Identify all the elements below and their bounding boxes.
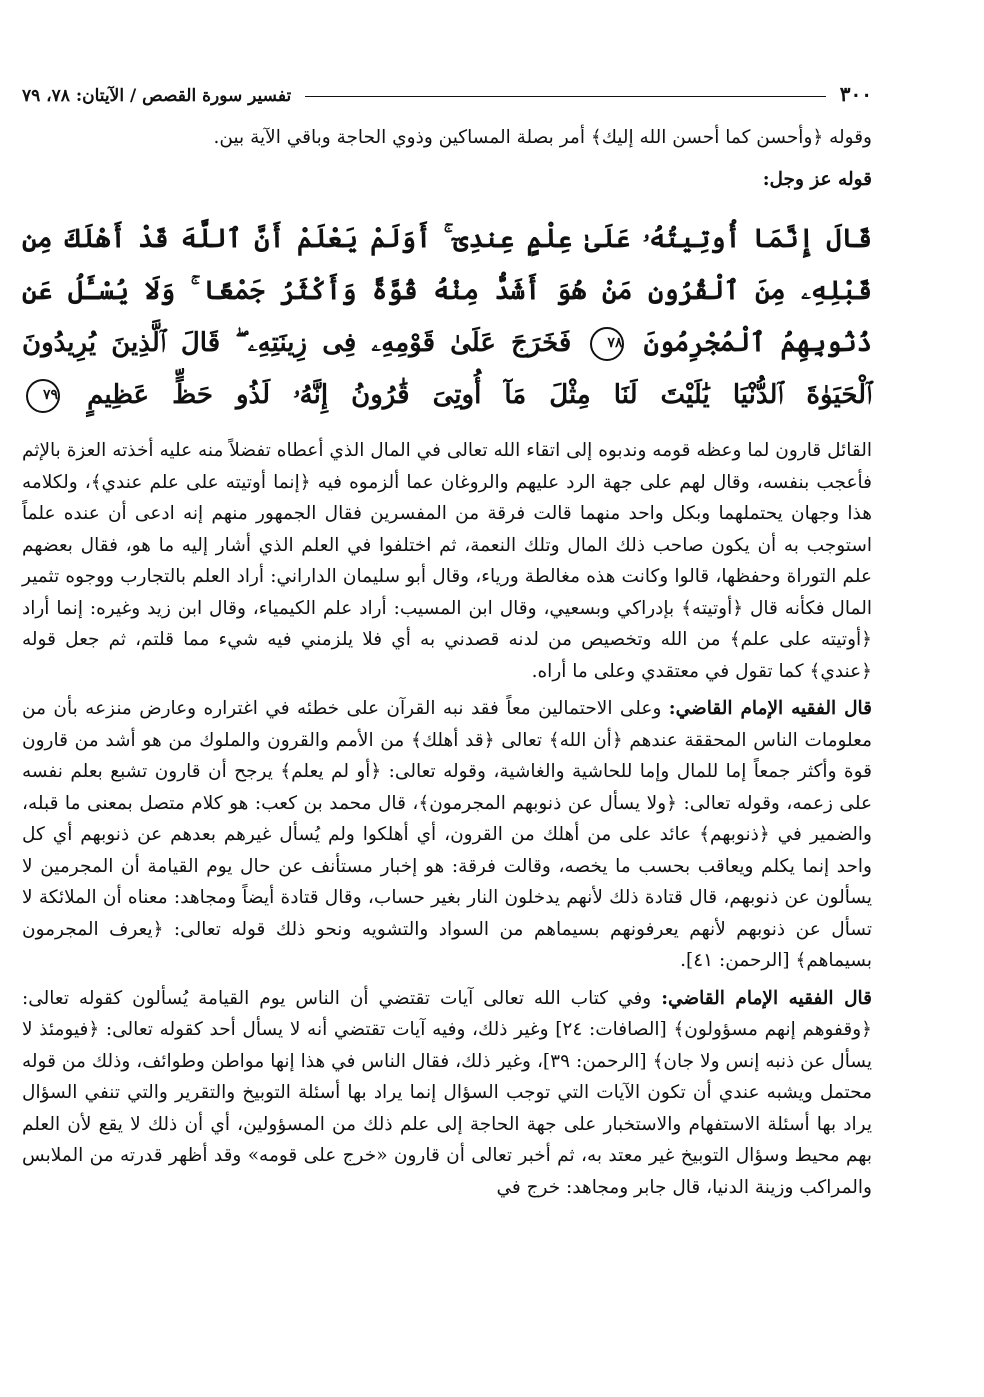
verse-78: قَالَ إِنَّمَا أُوتِيتُهُۥ عَلَىٰ عِلْمٍ عِندِىٓ ۚ أَوَلَمْ يَعْلَمْ أَنَّ ٱللَّهَ قَدْ أَهْلَكَ مِن قَبْلِهِۦ مِنَ ٱلْقُرُونِ مَنْ هُوَ أَشَدُّ مِنْهُ قُوَّةً وَأَكْثَرُ جَمْعًا ۚ وَلَا يُسْـَٔلُ عَن ذُنُوبِهِمُ ٱلْمُجْرِمُونَ bbox=[22, 224, 872, 358]
commentary-paragraph-2 bbox=[22, 693, 872, 977]
header-rule bbox=[305, 96, 826, 97]
section-lead: قوله عز وجل: bbox=[762, 168, 872, 190]
commentary-paragraph-2-text: وعلى الاحتمالين معاً فقد نبه القرآن على خطئه في اغتراره وعارض منزعه بأن من معلومات الناس المحققة عندهم ﴿أن الله﴾ تعالى ﴿قد أهلك﴾ من الأمم والقرون والملوك من هو أشد من قارون قوة وأكثر جمعاً إما للمال وإما للحاشية والغاشية، وقوله تعالى: ﴿أو لم يعلم﴾ يرجح أن قارون تشبع بعلم نفسه على زعمه، وقوله تعالى: ﴿ولا يسأل عن ذنوبهم المجرمون﴾، قال محمد بن كعب: هو كلام متصل بمعنى ما قبله، والضمير في ﴿ذنوبهم﴾ عائد على من أهلك من القرون، أي أهلكوا ولم يُسأل غيرهم بعدهم عن ذنوبهم أي كل واحد إنما يكلم ويعاقب بحسب ما يخصه، وقالت فرقة: هو إخبار مستأنف عن حال يوم القيامة أن المجرمين لا يسألون عن ذنوبهم، قال قتادة ذلك لأنهم يدخلون النار بغير حساب، وقال قتادة أيضاً ومجاهد: معناه أن الملائكة لا تسأل عن ذنوبهم لأنهم يعرفونهم بسيماهم من السواد والتشويه ونحو ذلك قوله تعالى: ﴿يعرف المجرمون بسيماهم﴾ [الرحمن: ٤١]. bbox=[22, 698, 872, 971]
commentary-paragraph-3-text: وفي كتاب الله تعالى آيات تقتضي أن الناس يوم القيامة يُسألون كقوله تعالى: ﴿وقفوهم إنهم مسؤولون﴾ [الصافات: ٢٤] وغير ذلك، وفيه آيات تقتضي أنه لا يسأل أحد كقوله تعالى: ﴿فيومئذ لا يسأل عن ذنبه إنس ولا جان﴾ [الرحمن: ٣٩]، وغير ذلك، فقال الناس في هذا إنها مواطن وطوائف، وذلك من قوله محتمل ويشبه عندي أن تكون الآيات التي توجب السؤال إنما يراد بها أسئلة التوبيخ والتقرير والتي تنفي السؤال يراد بها أسئلة الاستفهام والاستخبار على جهة الحاجة إلى علم ذلك من المسؤولين، أي أن ذلك لا يقع لأن العلم بهم محيط وسؤال التوبيخ غير معتد به، ثم أخبر تعالى أن قارون «خرج على قومه» وقد أظهر قدرته من الملابس والمراكب وزينة الدنيا، قال جابر ومجاهد: خرج في bbox=[22, 987, 872, 1198]
page-header bbox=[22, 78, 872, 106]
jurist-lead-1: قال الفقيه الإمام القاضي: bbox=[668, 698, 872, 719]
page-number: ٣٠٠ bbox=[839, 82, 872, 106]
ayah-number-78: ٧٨ bbox=[590, 327, 624, 361]
ayah-number-79: ٧٩ bbox=[26, 379, 60, 413]
intro-paragraph: وقوله ﴿وأحسن كما أحسن الله إليك﴾ أمر بصلة المساكين وذوي الحاجة وباقي الآية بين. bbox=[213, 127, 872, 148]
jurist-lead-2: قال الفقيه الإمام القاضي: bbox=[661, 987, 872, 1009]
page bbox=[22, 78, 872, 1387]
verse-79: فَخَرَجَ عَلَىٰ قَوْمِهِۦ فِى زِينَتِهِۦ ۖ قَالَ ٱلَّذِينَ يُرِيدُونَ ٱلْحَيَوٰةَ ٱلدُّنْيَا يَٰلَيْتَ لَنَا مِثْلَ مَآ أُوتِىَ قَٰرُونُ إِنَّهُۥ لَذُو حَظٍّ عَظِيمٍ bbox=[22, 328, 872, 410]
commentary-paragraph-3 bbox=[22, 983, 872, 1204]
commentary-paragraph-1: القائل قارون لما وعظه قومه وندبوه إلى اتقاء الله تعالى في المال الذي أعطاه تفضلاً منه عليه أخذته العزة بالإثم فأعجب بنفسه، وقال لهم على جهة الرد عليهم والروغان عما ألزموه فيه ﴿إنما أوتيته على علم عندي﴾، ولكلامه هذا وجهان يحتملهما وبكل واحد منهما قالت فرقة من المفسرين فقال الجمهور منهم إنه ادعى أن عنده علماً استوجب به أن يكون صاحب ذلك المال وتلك النعمة، ثم اختلفوا في العلم الذي أشار إليه ما هو، فقال بعضهم علم التوراة وحفظها، قالوا وكانت هذه مغالطة ورياء، وقال أبو سليمان الداراني: أراد العلم بالتجارب ووجوه تثمير المال فكأنه قال ﴿أوتيته﴾ بإدراكي وبسعيي، وقال ابن المسيب: أراد علم الكيمياء، وقال ابن زيد وغيره: إنما أراد ﴿أوتيته على علم﴾ من الله وتخصيص من لدنه قصدني به أي فلا يلزمني فيه شيء مما قلتم، ثم جعل قوله ﴿عندي﴾ كما تقول في معتقدي وعلى ما أراه. bbox=[22, 440, 872, 682]
quran-verses bbox=[22, 213, 872, 421]
running-title: تفسير سورة القصص / الآيتان: ٧٨، ٧٩ bbox=[22, 86, 292, 106]
